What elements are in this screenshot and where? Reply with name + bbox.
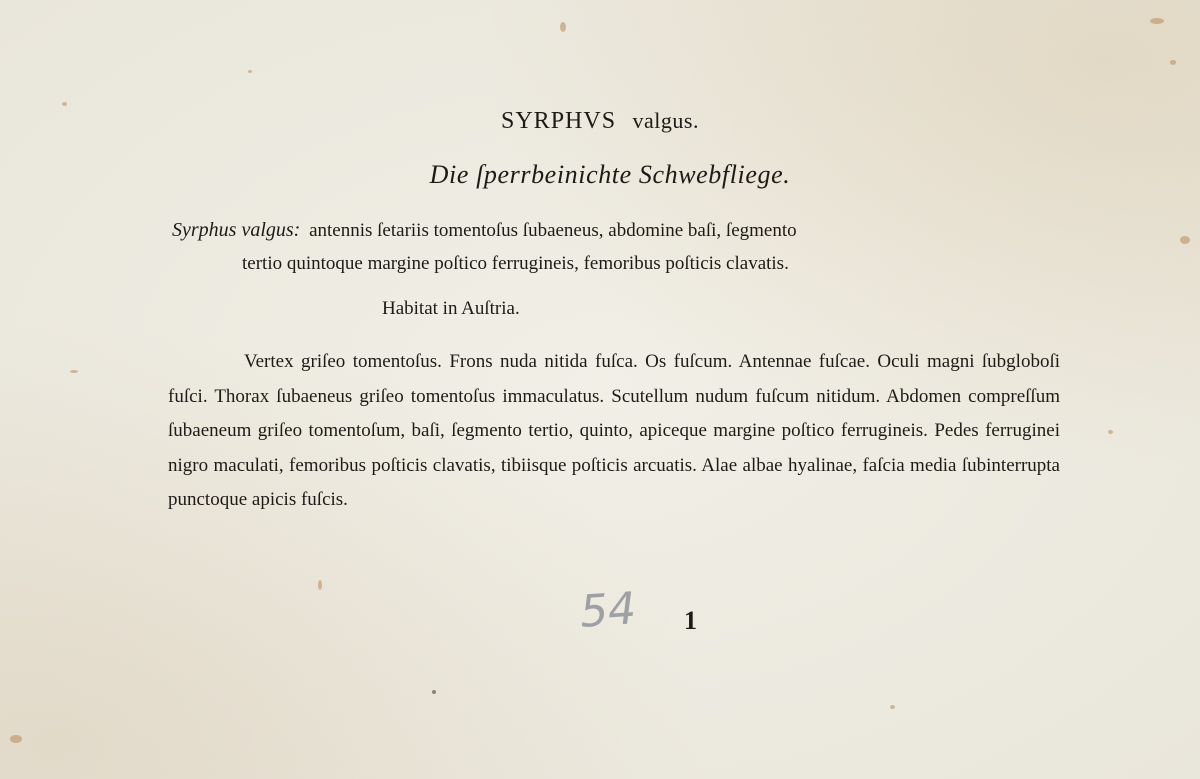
page-number: 1 [684,606,697,635]
paper-fleck [318,580,322,590]
paper-fleck [432,690,436,694]
species-diagnosis [172,214,1060,280]
paper-fleck [70,370,78,373]
handwritten-note: 54 [578,583,638,638]
paper-fleck [1150,18,1164,24]
paper-fleck [1108,430,1113,434]
paper-fleck [1170,60,1176,65]
paper-fleck [1180,236,1190,244]
diagnosis-line-1: antennis ſetariis tomentoſus ſubaeneus, abdomine baſi, ſegmento [309,220,797,241]
description-paragraph [168,345,1060,518]
paper-fleck [890,705,895,709]
title-species: valgus. [632,108,699,133]
diagnosis-line-2: tertio quintoque margine poſtico ferrugineis, femoribus poſticis clavatis. [242,253,789,274]
page-title [0,108,1200,135]
habitat-line: Habitat in Auſtria. [382,298,520,319]
description-text: Vertex griſeo tomentoſus. Frons nuda nitida fuſca. Os fuſcum. Antennae fuſcae. Oculi magni ſubgloboſi fuſci. Thorax ſubaeneus griſeo tomentoſus immaculatus. Scutellum nudum fuſcum nitidum. Abdomen compreſſum ſubaeneum griſeo tomentoſum, baſi, ſegmento tertio, quinto, apiceque margine poſtico ferrugineis. Pedes ferruginei nigro maculati, femoribus poſticis clavatis, tibiisque poſticis arcuatis. Alae albae hyalinae, faſcia media ſubinterrupta punctoque apicis fuſcis. [168,351,1060,511]
page-subtitle: Die ſperrbeinichte Schwebfliege. [429,160,791,189]
paper-fleck [62,102,67,106]
paper-fleck [560,22,566,32]
diagnosis-name: Syrphus valgus: [172,219,301,241]
paper-fleck [248,70,252,73]
title-genus: SYRPHVS [501,108,617,134]
paper-fleck [10,735,22,743]
